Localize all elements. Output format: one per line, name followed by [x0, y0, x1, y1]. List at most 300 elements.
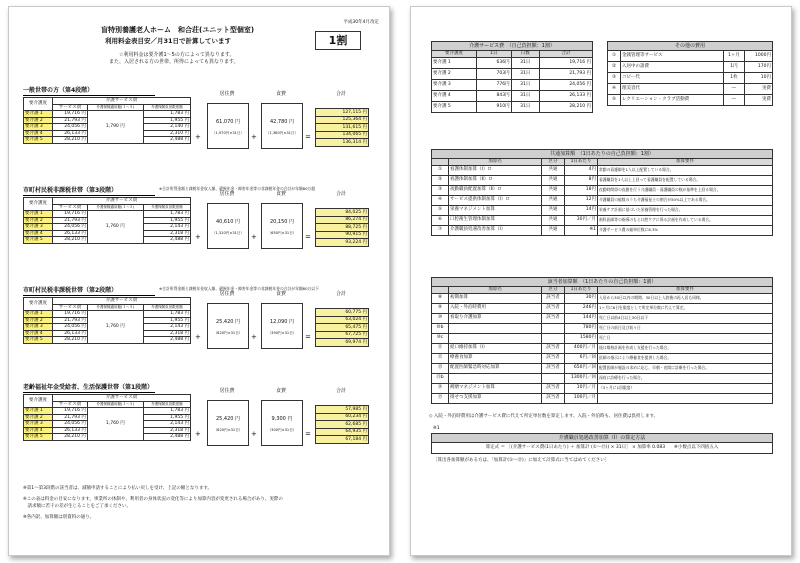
total-header: 合計 — [335, 191, 346, 197]
food-header: 食費 — [275, 91, 286, 97]
total-table — [315, 308, 369, 347]
addition-requirement: 看護職員を1人以上上回って看護職員を配置している場合。 — [598, 175, 773, 185]
item-name: 理美容代 — [621, 84, 724, 95]
care-level: 要介護 3 — [24, 224, 53, 231]
table-row — [608, 84, 773, 95]
addition-amount: 246円 — [565, 303, 598, 313]
care-level: 要介護 2 — [432, 68, 477, 79]
days: 31日 — [511, 79, 539, 90]
table-row — [432, 90, 593, 101]
table-row — [432, 343, 773, 353]
col-header: 介護保険負担限度額 — [143, 104, 190, 111]
col-header: 要介護度 — [24, 98, 53, 111]
item-number: ⑤ — [432, 205, 449, 215]
addition-name: 看護体制加算（Ⅰ）ロ — [449, 165, 542, 175]
service-fee: 24,056 円 — [53, 324, 88, 331]
residence-fee: 40,610 円 — [215, 219, 241, 225]
addition-category: 共通 — [542, 205, 565, 215]
total-amount: 60,234 円 — [316, 413, 369, 421]
insurance-applied: 1,760 円 — [87, 311, 143, 344]
equals-symbol: = — [305, 233, 311, 241]
col-header: 介護保険適用額(１～５) — [87, 304, 143, 311]
addition-name: 経口維持加算（Ⅰ） — [449, 343, 542, 353]
addition-name — [449, 373, 542, 383]
service-fee: 21,793 円 — [53, 117, 88, 124]
addition-requirement: 夜勤時間帯の夜勤を行う介護職員・看護職員の数が基準を上回る場合。 — [598, 185, 773, 195]
section-note: ※合計所得金額と課税年金収入額、遺族年金・障害年金等の非課税年金の合計が年額80万以下 — [159, 286, 319, 291]
other-fees-title: その他の費用 — [607, 41, 773, 51]
item-number: ⑩c — [432, 333, 449, 343]
revision-date: 平成30年4月改定 — [343, 20, 379, 25]
care-level: 要介護 5 — [24, 337, 53, 344]
care-fee-table — [23, 97, 191, 144]
col-header: 介護サービス費 — [53, 395, 191, 402]
addition-category: 共通 — [542, 165, 565, 175]
limit-amount: 2,143 円 — [143, 324, 190, 331]
addition-requirement: 深夜に診療を行った場合。 — [598, 373, 773, 383]
care-level: 要介護 1 — [432, 57, 477, 68]
item-price: 実費 — [745, 95, 773, 106]
addition-category: 共通 — [542, 195, 565, 205]
addition-amount: 10円／月 — [565, 383, 598, 393]
food-box — [261, 203, 303, 249]
care-fee-table — [431, 50, 593, 113]
residence-box — [207, 103, 249, 149]
item-number: ⑫ — [432, 353, 449, 363]
addition-category: 該当者 — [542, 353, 565, 363]
addition-name — [449, 323, 542, 333]
col-header: 加算要件 — [598, 287, 773, 294]
addition-category: 該当者 — [542, 363, 565, 373]
care-fee-title: 介護サービス費 （自己負担額：1割） — [431, 41, 593, 51]
item-number: ⑥ — [432, 215, 449, 225]
service-fee: 19,716 円 — [53, 111, 88, 118]
limit-amount: 1,955 円 — [143, 414, 190, 421]
other-fees-table — [607, 50, 773, 106]
daily-fee: 910円 — [477, 101, 512, 112]
addition-amount: 8円 — [565, 175, 598, 185]
col-header: 1日あたり — [565, 159, 598, 166]
residence-box — [207, 303, 249, 349]
footnote: ※第1～第3段階の該当者は、減額申請することにより払い戻しを受け、上記の額となります。 — [23, 486, 212, 491]
col-header: サービス費 — [53, 104, 88, 111]
care-level: 要介護 3 — [24, 421, 53, 428]
table-row — [432, 225, 773, 235]
col-header: 加算名 — [449, 287, 542, 294]
daily-fee: 843円 — [477, 90, 512, 101]
total-amount: 69,974 円 — [316, 339, 369, 347]
addition-category — [542, 373, 565, 383]
total-table — [315, 208, 369, 247]
food-calc: （650円×31日） — [267, 231, 297, 235]
col-header: 要介護度 — [24, 298, 53, 311]
addition-name: 看取り介護加算 — [449, 313, 542, 323]
col-header: 介護保険負担限度額 — [143, 204, 190, 211]
addition-category: 共通 — [542, 175, 565, 185]
col-header: 介護サービス費 — [53, 198, 191, 205]
addition-name: 介護職員処遇改善加算（Ⅰ） — [449, 225, 542, 235]
limit-amount: 2,488 円 — [143, 337, 190, 344]
table-row — [432, 303, 773, 313]
limit-amount: 2,143 円 — [143, 224, 190, 231]
plus-symbol: + — [195, 333, 201, 341]
food-fee: 9,300 円 — [271, 416, 293, 422]
item-unit: ― — [723, 84, 745, 95]
monthly-total: 19,716 円 — [539, 57, 592, 68]
common-additions-table — [431, 158, 773, 236]
individual-additions-table — [431, 286, 773, 404]
item-unit: 1枚 — [723, 73, 745, 84]
item-unit: 1円 — [723, 62, 745, 73]
service-fee: 28,210 円 — [53, 237, 88, 244]
item-number: ④ — [432, 195, 449, 205]
food-calc: （300円×31日） — [267, 428, 297, 432]
addition-requirement: 経口維持計画を作成し支援を行った場合。 — [598, 343, 773, 353]
care-level: 要介護 2 — [24, 414, 53, 421]
monthly-total: 21,793 円 — [539, 68, 592, 79]
addition-amount: ※1 — [565, 225, 598, 235]
item-price: 170円 — [745, 62, 773, 73]
common-additions-title: 共通加算額 （1日あたりの自己負担額：1割） — [431, 149, 773, 159]
limit-amount: 2,140 円 — [143, 124, 190, 131]
total-amount: 63,024 円 — [316, 316, 369, 324]
addition-amount: 650円／回 — [565, 363, 598, 373]
service-fee: 28,210 円 — [53, 434, 88, 441]
item-number: ⑭ — [432, 383, 449, 393]
item-number: ③ — [432, 185, 449, 195]
addition-category: 該当者 — [542, 383, 565, 393]
care-fee-table — [23, 394, 191, 441]
food-calc: （390円×31日） — [267, 331, 297, 335]
table-row — [432, 205, 773, 215]
care-fee-table — [23, 197, 191, 244]
addition-amount: 12円 — [565, 195, 598, 205]
table-row — [608, 73, 773, 84]
page-title: 盲特別養護老人ホーム 和合荘(ユニット型個室) — [101, 26, 255, 34]
addition-amount: 100円／月 — [565, 393, 598, 403]
residence-calc: （1,970円×31日） — [211, 131, 245, 135]
item-number: ① — [608, 51, 621, 62]
total-amount: 84,025 円 — [316, 209, 369, 217]
addition-name: 栄養マネジメント加算 — [449, 205, 542, 215]
total-amount: 136,314 円 — [316, 139, 369, 147]
plus-symbol: + — [251, 133, 257, 141]
col-header: 日数 — [511, 51, 539, 58]
total-amount: 134,065 円 — [316, 131, 369, 139]
item-number: ⑧ — [432, 293, 449, 303]
limit-amount: 1,783 円 — [143, 408, 190, 415]
service-fee: 19,716 円 — [53, 408, 88, 415]
addition-requirement: 介護職員の総数のうち介護福祉士の割合が50%以上である場合。 — [598, 195, 773, 205]
limit-amount: 1,955 円 — [143, 117, 190, 124]
col-header: 介護保険負担限度額 — [143, 304, 190, 311]
residence-box — [207, 203, 249, 249]
addition-requirement: 常勤の看護師を1人以上配置している場合。 — [598, 165, 773, 175]
addition-requirement: 医師の指示により療養食を提供した場合。 — [598, 353, 773, 363]
table-row — [608, 95, 773, 106]
addition-name: 排せつ支援加算 — [449, 393, 542, 403]
addition-amount: 30円／月 — [565, 215, 598, 225]
care-level: 要介護 4 — [432, 90, 477, 101]
service-fee: 21,793 円 — [53, 217, 88, 224]
addition-name: 入院・外泊時費用 — [449, 303, 542, 313]
limit-amount: 1,955 円 — [143, 317, 190, 324]
addition-name: 看護体制加算（Ⅱ）ロ — [449, 175, 542, 185]
care-level: 要介護 1 — [24, 408, 53, 415]
item-unit: 1ヶ月 — [723, 51, 745, 62]
addition-requirement: 1ヶ月に6日を限度として所定単位数に代えて算定。 — [598, 303, 773, 313]
addition-requirement: 介護サービス費の総単位数に8.3% — [598, 225, 773, 235]
addition-amount: 14円 — [565, 205, 598, 215]
days: 31日 — [511, 101, 539, 112]
table-row — [432, 323, 773, 333]
col-header: サービス費 — [53, 304, 88, 311]
service-fee: 24,056 円 — [53, 124, 88, 131]
addition-requirement: 死亡日の前日及び前々日 — [598, 323, 773, 333]
addition-category: 該当者 — [542, 293, 565, 303]
food-calc: （1,380円×31日） — [265, 131, 299, 135]
food-header: 食費 — [275, 388, 286, 394]
table-row — [608, 62, 773, 73]
formula: 算定式 ＝ ［(介護サービス費(1日あたり) ＋ 加算計 (①～⑮)) × 31日］ × 加算率 0.083 ※小数点以下四捨五入 — [431, 442, 773, 454]
service-fee: 24,056 円 — [53, 224, 88, 231]
days: 31日 — [511, 57, 539, 68]
addition-requirement: （3ヶ月に1回限度） — [598, 383, 773, 393]
care-level: 要介護 5 — [24, 434, 53, 441]
addition-amount: 30円 — [565, 293, 598, 303]
col-header: 介護サービス費 — [53, 98, 191, 105]
item-number: ⑩ — [432, 313, 449, 323]
col-header: 1日 — [477, 51, 512, 58]
item-number: ⑬b — [432, 373, 449, 383]
residence-box — [207, 400, 249, 446]
addition-category — [542, 323, 565, 333]
section-title: 市町村民税非課税世帯（第3段階） — [23, 185, 155, 196]
col-header: 介護保険負担限度額 — [143, 401, 190, 408]
equals-symbol: = — [305, 430, 311, 438]
food-fee: 12,090 円 — [269, 319, 295, 325]
item-number: ⑬ — [432, 363, 449, 373]
service-fee: 28,210 円 — [53, 337, 88, 344]
item-number: ⑨ — [432, 303, 449, 313]
item-number: ⑮ — [432, 393, 449, 403]
footnote: ※この表は料金の目安になります。事業所の体制や、利用者の身体状況の変化等により加算内容が変更される場合があり、実際の — [23, 497, 283, 502]
table-row — [432, 373, 773, 383]
limit-amount: 2,143 円 — [143, 421, 190, 428]
col-header: 介護サービス費 — [53, 298, 191, 305]
item-price: 10円 — [745, 73, 773, 84]
addition-category: 共通 — [542, 225, 565, 235]
total-header: 合計 — [335, 291, 346, 297]
food-fee: 20,150 円 — [269, 219, 295, 225]
col-header: 加算要件 — [598, 159, 773, 166]
care-level: 要介護 5 — [24, 237, 53, 244]
monthly-total: 24,056 円 — [539, 79, 592, 90]
residence-calc: （820円×31日） — [213, 428, 243, 432]
plus-symbol: + — [251, 333, 257, 341]
addition-requirement: 栄養ケア計画に基づいた栄養管理を行った場合。 — [598, 205, 773, 215]
table-row — [608, 51, 773, 62]
total-amount: 67,184 円 — [316, 436, 369, 444]
addition-name: サービス提供体制加算（Ⅰ）ロ — [449, 195, 542, 205]
addition-name: 療養食加算 — [449, 353, 542, 363]
formula-label: ※1 — [433, 426, 440, 431]
addition-name: 口腔衛生管理体制加算 — [449, 215, 542, 225]
table-row — [432, 68, 593, 79]
food-box — [261, 400, 303, 446]
col-header: 1日あたり — [565, 287, 598, 294]
addition-requirement: 死亡日 — [598, 333, 773, 343]
service-fee: 21,793 円 — [53, 414, 88, 421]
total-amount: 90,915 円 — [316, 231, 369, 239]
item-number: ⑤ — [608, 95, 621, 106]
section-title: 市町村民税非課税世帯（第2段階） — [23, 285, 155, 296]
care-level: 要介護 1 — [24, 111, 53, 118]
item-number: ② — [608, 62, 621, 73]
addition-name — [449, 333, 542, 343]
equals-symbol: = — [305, 133, 311, 141]
total-amount: 65,475 円 — [316, 324, 369, 332]
note-line-2: また、入居される方の世帯、所得によっても異なります。 — [109, 59, 239, 65]
table-row — [432, 215, 773, 225]
table-row — [432, 185, 773, 195]
service-fee: 24,056 円 — [53, 421, 88, 428]
addition-amount: 144円 — [565, 313, 598, 323]
service-fee: 26,133 円 — [53, 230, 88, 237]
footnote: 請求額に若干の差が生じることをご了承ください。 — [23, 504, 131, 509]
item-number: ⑪ — [432, 343, 449, 353]
total-table — [315, 405, 369, 444]
footnotes — [23, 485, 373, 521]
limit-amount: 1,783 円 — [143, 111, 190, 118]
total-header: 合計 — [335, 388, 346, 394]
service-fee: 21,793 円 — [53, 317, 88, 324]
monthly-total: 26,133 円 — [539, 90, 592, 101]
item-price: 1000円 — [745, 51, 773, 62]
item-number: ② — [432, 175, 449, 185]
residence-header: 居住費 — [219, 388, 235, 394]
plus-symbol: + — [195, 133, 201, 141]
table-row — [432, 333, 773, 343]
addition-requirement — [598, 393, 773, 403]
care-level: 要介護 4 — [24, 330, 53, 337]
care-level: 要介護 4 — [24, 130, 53, 137]
care-level: 要介護 1 — [24, 211, 53, 218]
insurance-applied: 1,760 円 — [87, 408, 143, 441]
addition-amount: 400円／月 — [565, 343, 598, 353]
section-note: ※合計所得金額と課税年金収入額、遺族年金・障害年金等の非課税年金の合計が年額80万超 — [159, 186, 316, 191]
table-row — [432, 363, 773, 373]
plus-symbol: + — [195, 233, 201, 241]
residence-header: 居住費 — [219, 191, 235, 197]
days: 31日 — [511, 90, 539, 101]
care-level: 要介護 5 — [432, 101, 477, 112]
item-number: ① — [432, 165, 449, 175]
care-level: 要介護 2 — [24, 317, 53, 324]
food-header: 食費 — [275, 191, 286, 197]
item-number: ⑩b — [432, 323, 449, 333]
care-level: 要介護 3 — [432, 79, 477, 90]
individual-additions-title: 該当者加算額 （1日あたりの自己負担額：1割） — [431, 277, 773, 287]
col-header: サービス費 — [53, 204, 88, 211]
care-level: 要介護 4 — [24, 427, 53, 434]
food-box — [261, 303, 303, 349]
service-fee: 26,133 円 — [53, 427, 88, 434]
limit-amount: 2,488 円 — [143, 237, 190, 244]
table-row — [432, 383, 773, 393]
food-fee: 42,780 円 — [269, 119, 295, 125]
item-name: 入居中の諸費 — [621, 62, 724, 73]
table-row — [432, 101, 593, 112]
addition-requirement: 歯科医師等の指導のもと口腔ケアに係る計画を作成している場合。 — [598, 215, 773, 225]
addition-name: 夜勤職員配置加算（Ⅱ）ロ — [449, 185, 542, 195]
care-level: 要介護 3 — [24, 324, 53, 331]
copay-badge: 1割 — [315, 31, 361, 50]
item-name: コピー代 — [621, 73, 724, 84]
care-level: 要介護 3 — [24, 124, 53, 131]
item-unit: ― — [723, 95, 745, 106]
total-amount: 93,224 円 — [316, 239, 369, 247]
total-amount: 67,725 円 — [316, 331, 369, 339]
residence-header: 居住費 — [219, 91, 235, 97]
limit-amount: 2,488 円 — [143, 434, 190, 441]
total-amount: 127,115 円 — [316, 109, 369, 117]
addition-category: 共通 — [542, 185, 565, 195]
table-row — [432, 57, 593, 68]
service-fee: 19,716 円 — [53, 311, 88, 318]
formula-title: 介護職員処遇改善加算（Ⅰ）の算定方法 — [431, 433, 773, 443]
col-header: 介護保険適用額(１～５) — [87, 104, 143, 111]
plus-symbol: + — [195, 430, 201, 438]
monthly-total: 28,210 円 — [539, 101, 592, 112]
plus-symbol: + — [251, 430, 257, 438]
residence-fee: 25,420 円 — [215, 416, 241, 422]
stay-note: ◇ 入院・外泊時費用は介護サービス費に代えて所定単位数を算定します。入院・外泊時も、居住費は負担します。 — [429, 414, 659, 419]
note-line-1: ☆利用料金は要介護1～5の方によって異なります。 — [119, 52, 235, 58]
total-amount: 86,274 円 — [316, 216, 369, 224]
addition-category: 共通 — [542, 215, 565, 225]
addition-amount: 780円 — [565, 323, 598, 333]
right-page — [410, 6, 792, 556]
col-header: サービス費 — [53, 401, 88, 408]
table-row — [432, 393, 773, 403]
item-number: ⑦ — [432, 225, 449, 235]
limit-amount: 2,318 円 — [143, 427, 190, 434]
service-fee: 28,210 円 — [53, 137, 88, 144]
total-amount: 88,725 円 — [316, 224, 369, 232]
equals-symbol: = — [305, 333, 311, 341]
limit-amount: 2,318 円 — [143, 230, 190, 237]
addition-name: 初期加算 — [449, 293, 542, 303]
col-header: 区分 — [542, 159, 565, 166]
limit-amount: 1,783 円 — [143, 311, 190, 318]
service-fee: 26,133 円 — [53, 330, 88, 337]
daily-fee: 776円 — [477, 79, 512, 90]
total-amount: 60,775 円 — [316, 309, 369, 317]
days: 31日 — [511, 68, 539, 79]
col-header: 要介護度 — [24, 198, 53, 211]
addition-category — [542, 333, 565, 343]
total-amount: 131,615 円 — [316, 124, 369, 132]
total-amount: 64,935 円 — [316, 428, 369, 436]
insurance-applied: 1,790 円 — [87, 111, 143, 144]
addition-category: 該当者 — [542, 393, 565, 403]
care-level: 要介護 2 — [24, 217, 53, 224]
service-fee: 19,716 円 — [53, 211, 88, 218]
total-table — [315, 108, 369, 147]
total-amount: 125,364 円 — [316, 116, 369, 124]
residence-calc: （1,310円×31日） — [211, 231, 245, 235]
